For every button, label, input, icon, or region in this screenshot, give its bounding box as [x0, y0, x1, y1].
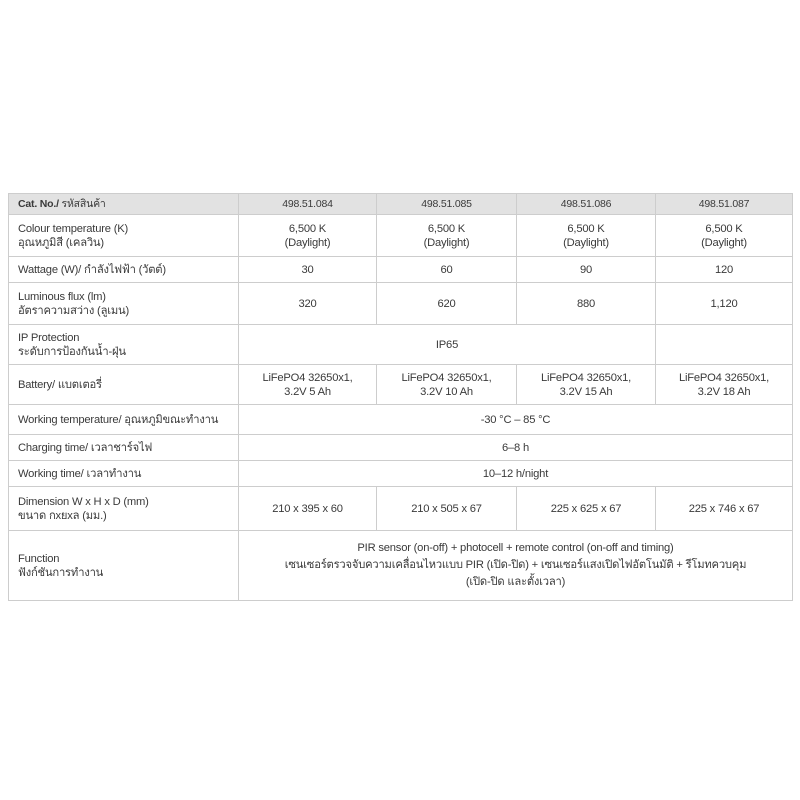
cell-value: 6–8 h	[239, 435, 793, 461]
cell-line: 6,500 K	[288, 222, 327, 235]
cat-no-label-th: รหัสสินค้า	[61, 198, 106, 210]
cell-line: (Daylight)	[701, 236, 747, 249]
header-row	[9, 194, 793, 215]
cell-value: 10–12 h/night	[239, 461, 793, 487]
row-label: Wattage (W)/ กำลังไฟฟ้า (วัตต์)	[9, 257, 239, 283]
row-label-en: Colour temperature (K)	[18, 222, 129, 235]
function-line-th: เซนเซอร์ตรวจจับความเคลื่อนไหวแบบ PIR (เปิด-ปิด) + เซนเซอร์แสงเปิดไฟอัตโนมัติ + รีโมทควบคุม	[284, 559, 747, 571]
cell-line: 6,500 K	[427, 222, 466, 235]
row-label: Working time/ เวลาทำงาน	[9, 461, 239, 487]
battery-row	[9, 365, 793, 405]
cell-empty	[656, 325, 793, 365]
cell-line: LiFePO4 32650x1,	[540, 371, 632, 384]
function-row	[9, 531, 793, 601]
cell-value: IP65	[239, 325, 656, 365]
cell-value: 880	[517, 283, 656, 325]
model-header: 498.51.085	[377, 194, 517, 215]
model-header: 498.51.087	[656, 194, 793, 215]
cell-value	[656, 215, 793, 257]
cell-value	[239, 365, 377, 405]
cell-value: 90	[517, 257, 656, 283]
row-label-en: Luminous flux (lm)	[18, 290, 106, 303]
cat-no-label-en: Cat. No./	[18, 198, 59, 210]
cell-value: 30	[239, 257, 377, 283]
cell-value	[656, 365, 793, 405]
cell-line: (Daylight)	[284, 236, 331, 249]
cell-line: 3.2V 15 Ah	[559, 385, 613, 398]
row-label-th: อุณหภูมิสี (เคลวิน)	[18, 236, 104, 249]
charging-time-row	[9, 435, 793, 461]
working-temperature-row	[9, 405, 793, 435]
cell-line: 6,500 K	[567, 222, 605, 235]
cell-value	[517, 365, 656, 405]
row-label-en: IP Protection	[18, 331, 80, 344]
row-label-th: ระดับการป้องกันน้ำ-ฝุ่น	[18, 345, 126, 358]
cell-value	[239, 531, 793, 601]
row-label	[9, 283, 239, 325]
cell-line: 6,500 K	[705, 222, 743, 235]
cell-value	[517, 215, 656, 257]
cell-value: 320	[239, 283, 377, 325]
row-label	[9, 325, 239, 365]
ip-protection-row	[9, 325, 793, 365]
function-line-th: (เปิด-ปิด และตั้งเวลา)	[465, 576, 566, 588]
cell-line: LiFePO4 32650x1,	[401, 371, 492, 384]
function-line-en: PIR sensor (on-off) + photocell + remote control (on-off and timing)	[357, 542, 674, 554]
row-label	[9, 215, 239, 257]
cell-value: 225 x 746 x 67	[656, 487, 793, 531]
row-label	[9, 531, 239, 601]
cell-value: 60	[377, 257, 517, 283]
cell-value: 210 x 395 x 60	[239, 487, 377, 531]
wattage-row	[9, 257, 793, 283]
cell-line: (Daylight)	[563, 236, 609, 249]
cell-line: LiFePO4 32650x1,	[262, 371, 353, 384]
row-label: Working temperature/ อุณหภูมิขณะทำงาน	[9, 405, 239, 435]
cell-value	[239, 215, 377, 257]
cat-no-label	[9, 194, 239, 215]
model-header: 498.51.084	[239, 194, 377, 215]
cell-line: 3.2V 10 Ah	[420, 385, 473, 398]
row-label: Charging time/ เวลาชาร์จไฟ	[9, 435, 239, 461]
row-label-th: ขนาด กxยxล (มม.)	[18, 509, 107, 522]
cell-line: LiFePO4 32650x1,	[678, 371, 770, 384]
cell-value: 620	[377, 283, 517, 325]
cell-value: -30 °C – 85 °C	[239, 405, 793, 435]
colour-temperature-row	[9, 215, 793, 257]
cell-value: 120	[656, 257, 793, 283]
luminous-flux-row	[9, 283, 793, 325]
cell-value	[377, 215, 517, 257]
cell-line: 3.2V 18 Ah	[697, 385, 751, 398]
row-label: Battery/ แบตเตอรี่	[9, 365, 239, 405]
cell-value: 210 x 505 x 67	[377, 487, 517, 531]
cell-line: (Daylight)	[423, 236, 470, 249]
row-label-en: Function	[18, 552, 60, 565]
row-label-th: อัตราความสว่าง (ลูเมน)	[18, 304, 130, 317]
spec-table	[8, 193, 793, 601]
row-label	[9, 487, 239, 531]
model-header: 498.51.086	[517, 194, 656, 215]
cell-line: 3.2V 5 Ah	[284, 385, 331, 398]
row-label-th: ฟังก์ชันการทำงาน	[18, 566, 104, 579]
working-time-row	[9, 461, 793, 487]
dimension-row	[9, 487, 793, 531]
row-label-en: Dimension W x H x D (mm)	[18, 495, 149, 508]
cell-value: 225 x 625 x 67	[517, 487, 656, 531]
cell-value: 1,120	[656, 283, 793, 325]
cell-value	[377, 365, 517, 405]
